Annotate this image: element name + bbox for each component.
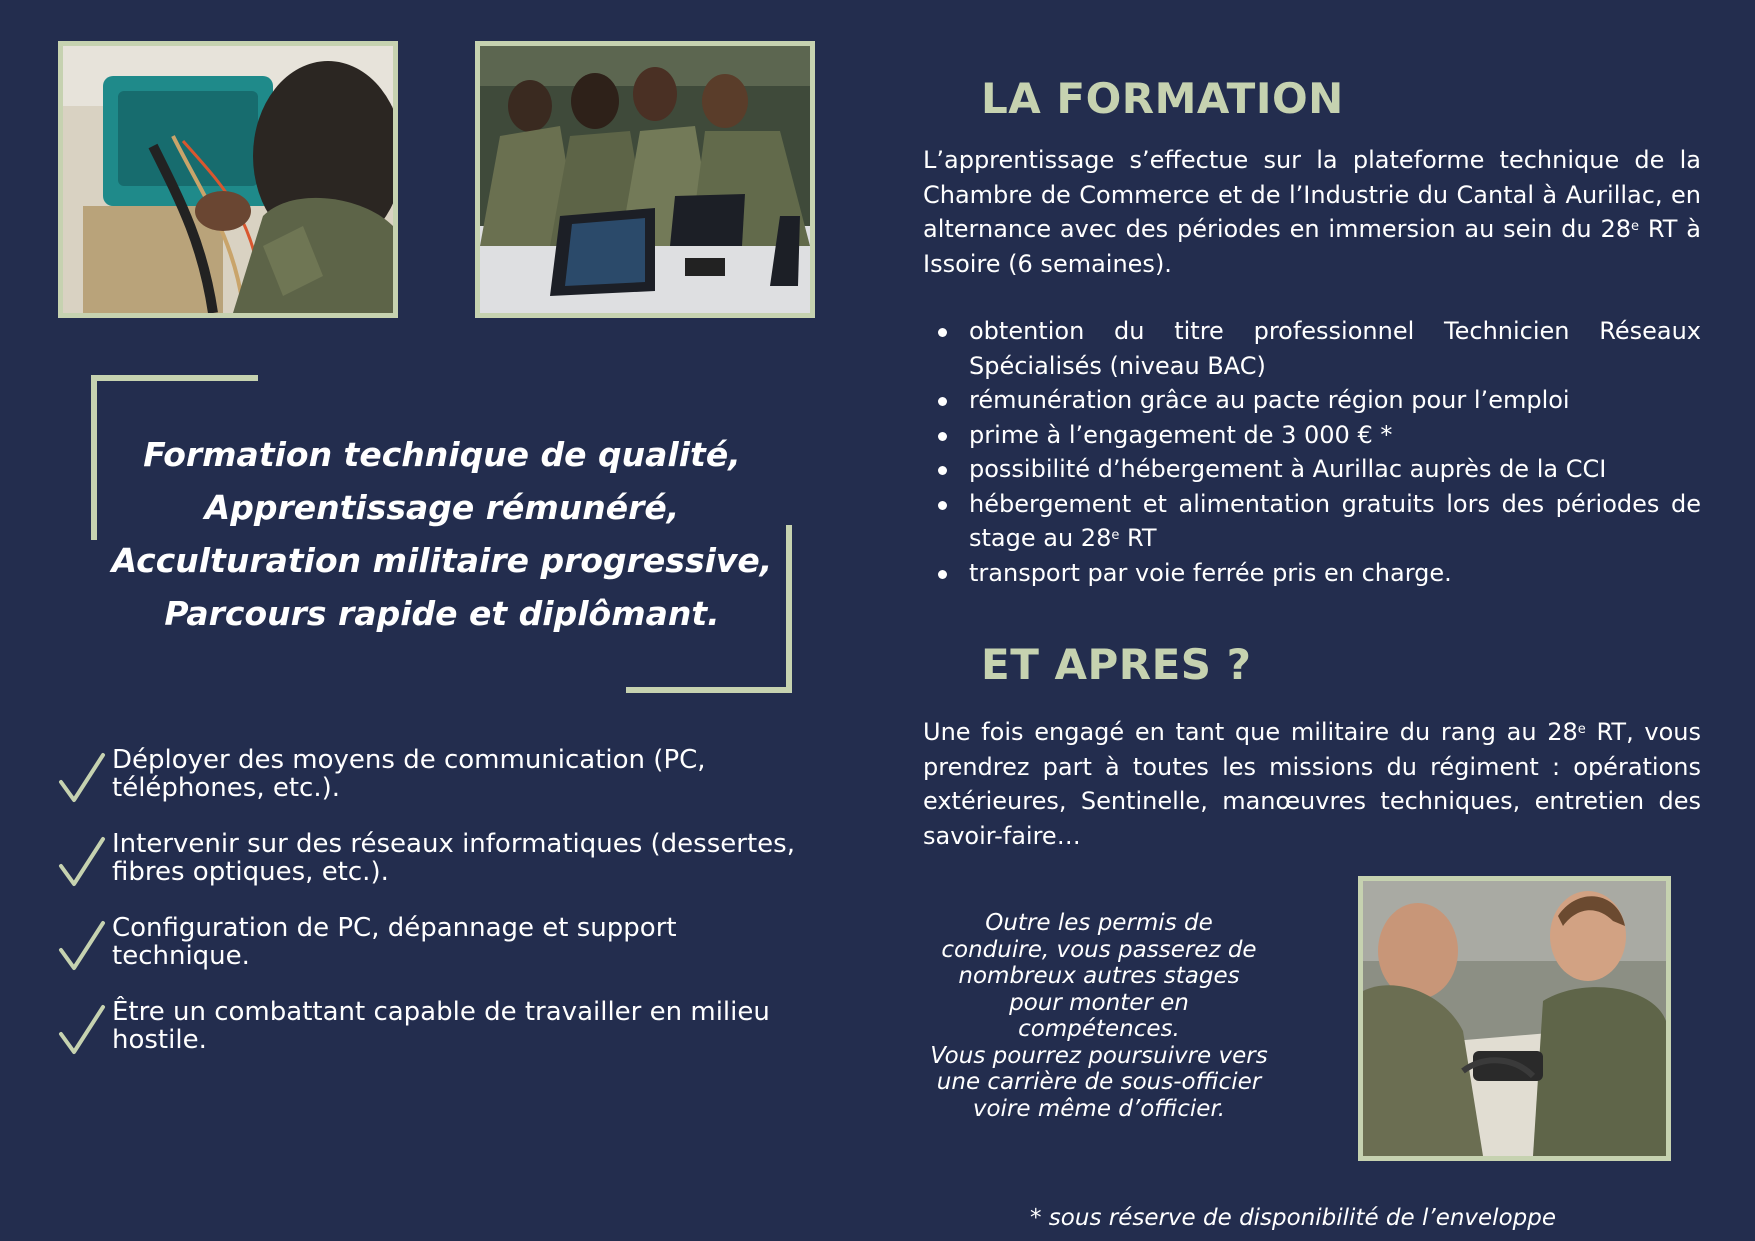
benefit-item: possibilité d’hébergement à Aurillac auprès de la CCI: [923, 452, 1701, 487]
superscript: e: [1577, 722, 1586, 737]
formation-benefits-list: [923, 314, 1701, 590]
skills-checklist: [58, 746, 848, 1082]
skill-item: [58, 830, 848, 886]
quote-line: Acculturation militaire progressive,: [111, 541, 773, 580]
quote-frame-top-left-vertical: [91, 375, 97, 540]
formation-intro-text: L’apprentissage s’effectue sur la plateforme technique de la Chambre de Commerce et de l’Industrie du Cantal à Aurillac, en alternance avec des périodes en immersion au sein du 28: [923, 146, 1701, 243]
photo-team-laptops: [475, 41, 815, 318]
skill-text: hostile.: [112, 1025, 207, 1055]
checkmark-icon: [58, 920, 106, 972]
quote-frame-bottom-right-vertical: [786, 525, 792, 693]
apres-text-part: RT, vous prendrez part à toutes les missions du régiment : opérations extérieures, Sentinelle, manœuvres techniques, entretien des savoir-faire…: [923, 718, 1701, 850]
aside-line: voire même d’officier.: [972, 1095, 1226, 1122]
benefit-item: [923, 487, 1701, 556]
aside-line: une carrière de sous-officier: [936, 1069, 1262, 1095]
skill-text: Configuration de PC, dépannage et support: [112, 913, 677, 943]
aside-line: pour monter en: [1009, 989, 1189, 1016]
formation-intro: [923, 143, 1701, 281]
aside-line: compétences.: [1018, 1016, 1180, 1042]
photo-cable-work-image: [63, 46, 393, 313]
benefit-text: hébergement et alimentation gratuits lors des périodes de stage au 28: [969, 489, 1701, 552]
skill-text: téléphones, etc.).: [112, 773, 341, 803]
skill-item: [58, 998, 848, 1054]
apres-text: [923, 715, 1701, 853]
checkmark-icon: [58, 752, 106, 804]
formation-intro-text: RT à Issoire (6 semaines).: [923, 215, 1701, 278]
aside-line: conduire, vous passerez de: [941, 936, 1257, 963]
photo-soldiers-repair-image: [1363, 881, 1666, 1156]
aside-line: Vous pourrez poursuivre vers: [930, 1042, 1268, 1069]
benefit-item: rémunération grâce au pacte région pour l’emploi: [923, 383, 1701, 418]
quote-line: Formation technique de qualité,: [143, 435, 741, 474]
footnote: * sous réserve de disponibilité de l’enveloppe: [1030, 1205, 1556, 1231]
formation-heading: LA FORMATION: [981, 74, 1344, 123]
quote-frame-bottom-right-horizontal: [626, 687, 792, 693]
benefit-item: transport par voie ferrée pris en charge.: [923, 556, 1701, 591]
benefit-text: RT: [1119, 524, 1157, 552]
aside-line: Outre les permis de: [985, 910, 1213, 936]
skill-item: [58, 746, 848, 802]
career-aside: [900, 910, 1298, 1122]
skill-text: Déployer des moyens de communication (PC,: [112, 745, 706, 775]
apres-text-part: Une fois engagé en tant que militaire du rang au 28: [923, 718, 1578, 746]
benefit-item: prime à l’engagement de 3 000 € *: [923, 418, 1701, 453]
quote-line: Apprentissage rémunéré,: [204, 488, 680, 527]
skill-item: [58, 914, 848, 970]
apres-heading: ET APRES ?: [981, 640, 1252, 689]
photo-team-laptops-image: [480, 46, 810, 313]
benefit-item: obtention du titre professionnel Technicien Réseaux Spécialisés (niveau BAC): [923, 314, 1701, 383]
photo-cable-work: [58, 41, 398, 318]
skill-text: Intervenir sur des réseaux informatiques (dessertes,: [112, 829, 795, 859]
aside-line: nombreux autres stages: [958, 963, 1240, 989]
superscript: e: [1631, 219, 1639, 234]
superscript: e: [1111, 528, 1120, 543]
quote-frame-top-left-horizontal: [91, 375, 258, 381]
photo-soldiers-repair: [1358, 876, 1671, 1161]
checkmark-icon: [58, 836, 106, 888]
skill-text: fibres optiques, etc.).: [112, 857, 389, 887]
checkmark-icon: [58, 1004, 106, 1056]
skill-text: Être un combattant capable de travailler en milieu: [112, 997, 770, 1027]
highlights-quote: [100, 428, 784, 640]
quote-line: Parcours rapide et diplômant.: [164, 594, 720, 633]
skill-text: technique.: [112, 941, 250, 971]
